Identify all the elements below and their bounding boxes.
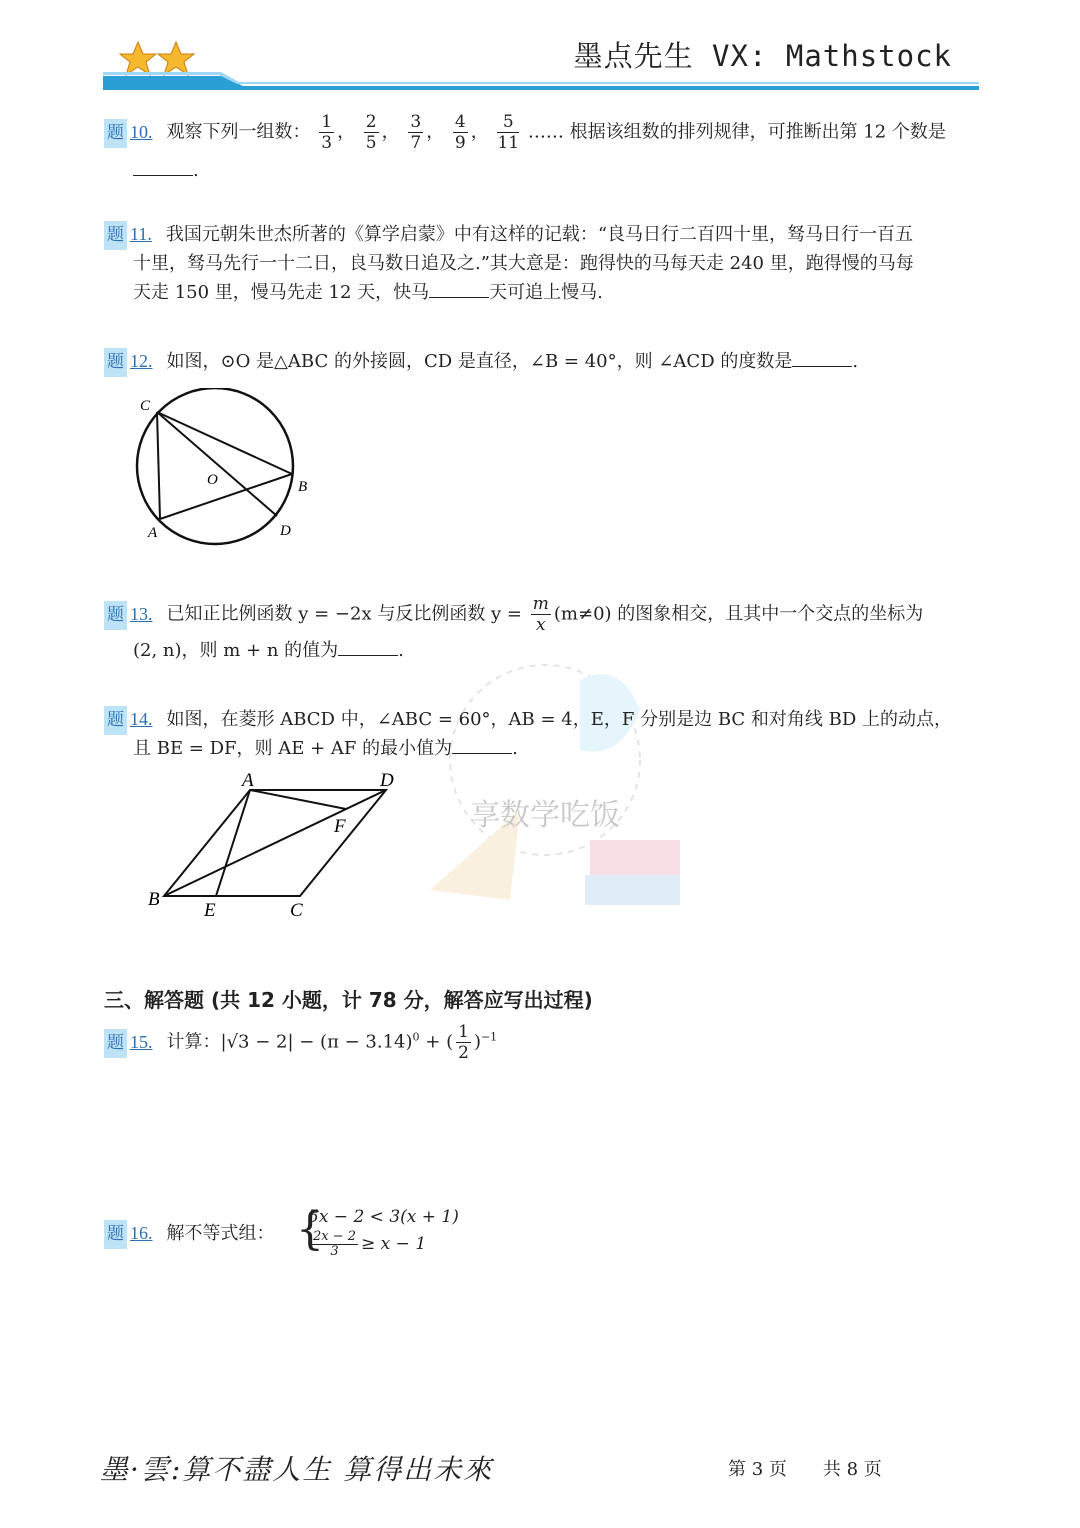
answer-blank[interactable] [792, 348, 852, 367]
answer-blank[interactable] [429, 279, 489, 298]
label-B: B [148, 889, 160, 910]
label-D: D [380, 770, 394, 791]
question-16 [104, 1219, 275, 1249]
question-tag: 题 [104, 1029, 127, 1058]
question-number: 15. [130, 1031, 153, 1052]
label-C: C [290, 900, 303, 921]
fraction: $\frac{1}{3}$ [321, 112, 333, 153]
question-number: 11. [130, 224, 152, 244]
question-11 [104, 220, 984, 250]
inequality-2: $\frac{2x - 2}{3}$ ≥ x − 1 [313, 1229, 427, 1259]
fraction: $\frac{m}{x}$ [532, 594, 549, 635]
question-tag: 题 [104, 348, 127, 377]
question-10: 题 10. 观察下列一组数： $\frac{1}{3}$ ， $\frac{2}{5}$ ， $\frac{3}{7}$ ， $\frac{4}{9}$ ， $\frac{5}{11}$ …… 根据该组数的排列规律，可推断出第 12 个数是 [104, 112, 946, 153]
answer-blank[interactable]: . [133, 156, 199, 185]
question-text: 十里，驽马先行一十二日，良马数日追及之.”其大意是：跑得快的马每天走 240 里，跑得慢的马每 [133, 253, 914, 274]
question-number: 14. [130, 709, 153, 729]
fraction: $\frac{2}{5}$ [365, 112, 377, 153]
exponent: −1 [480, 1030, 498, 1044]
question-number: 16. [130, 1223, 153, 1243]
page-total: 共 8 页 [822, 1459, 882, 1480]
question-12: 题 12. 如图，⊙O 是△ABC 的外接圆，CD 是直径，∠B = 40°，则 ∠ACD 的度数是 . [104, 347, 858, 377]
question-tag: 题 [104, 706, 127, 735]
question-text: 如图，在菱形 ABCD 中，∠ABC = 60°，AB = 4，E，F 分别是边 BC 和对角线 BD 上的动点， [166, 709, 952, 730]
label-B: B [298, 479, 308, 495]
question-tag: 题 [104, 601, 127, 630]
question-text: 解不等式组： [166, 1223, 275, 1244]
question-text: 已知正比例函数 y = −2x 与反比例函数 y = [166, 603, 523, 625]
fraction: $\frac{5}{11}$ [497, 112, 520, 153]
label-F: F [334, 816, 346, 837]
question-text: 且 BE = DF，则 AE + AF 的最小值为 . [133, 734, 518, 763]
answer-blank[interactable] [452, 735, 512, 754]
label-D: D [280, 523, 291, 539]
footer-motto: 墨·雲:算不盡人生 算得出未來 [100, 1453, 494, 1486]
question-tag: 题 [104, 1220, 127, 1249]
label-A: A [148, 525, 158, 541]
header-title: 墨点先生 VX: Mathstock [573, 39, 952, 73]
circle-diagram [130, 388, 310, 548]
question-text: (2, n)，则 m + n 的值为 . [133, 636, 404, 665]
question-text: 天走 150 里，慢马先走 12 天，快马 天可追上慢马. [133, 278, 603, 307]
math-symbol: + ( [419, 1031, 454, 1053]
label-E: E [204, 900, 216, 921]
watermark-text: 享数学吃饭 [470, 798, 620, 833]
math-symbol: ) [473, 1031, 481, 1053]
question-text: …… 根据该组数的排列规律，可推断出第 12 个数是 [527, 121, 946, 143]
section-heading: 三、解答题 (共 12 小题，计 78 分，解答应写出过程) [104, 988, 593, 1012]
question-text: 计算：|√3 − 2| − (π − 3.14) [166, 1031, 413, 1053]
question-13 [104, 594, 923, 635]
label-O: O [207, 472, 218, 488]
question-15 [104, 1022, 497, 1063]
question-number: 12. [130, 351, 153, 371]
watermark [400, 640, 700, 924]
fraction: $\frac{3}{7}$ [410, 112, 422, 153]
answer-blank[interactable] [338, 637, 398, 656]
fraction: $\frac{1}{2}$ [458, 1022, 469, 1063]
label-C: C [140, 398, 151, 414]
question-text: (m≠0) 的图象相交，且其中一个交点的坐标为 [553, 603, 924, 625]
brace-icon: { [296, 1204, 324, 1255]
inequality-1: 5x − 2 < 3(x + 1) [308, 1207, 459, 1227]
rhombus-diagram [140, 766, 410, 926]
label-A: A [242, 770, 254, 791]
question-text: 如图，⊙O 是△ABC 的外接圆，CD 是直径，∠B = 40°，则 ∠ACD 的度数是 [166, 351, 793, 372]
question-number: 10. [130, 121, 153, 142]
question-text: 观察下列一组数： [166, 121, 311, 143]
exponent: 0 [412, 1030, 420, 1044]
question-tag: 题 [104, 119, 127, 148]
question-number: 13. [130, 603, 153, 624]
page-number: 第 3 页 [728, 1459, 787, 1480]
page-indicator [728, 1455, 882, 1481]
question-text: 我国元朝朱世杰所著的《算学启蒙》中有这样的记载：“良马日行二百四十里，驽马日行一百五 [165, 224, 914, 245]
fraction: $\frac{4}{9}$ [454, 112, 466, 153]
question-14 [104, 705, 952, 735]
inequality-system [296, 1204, 459, 1259]
question-tag: 题 [104, 221, 127, 250]
